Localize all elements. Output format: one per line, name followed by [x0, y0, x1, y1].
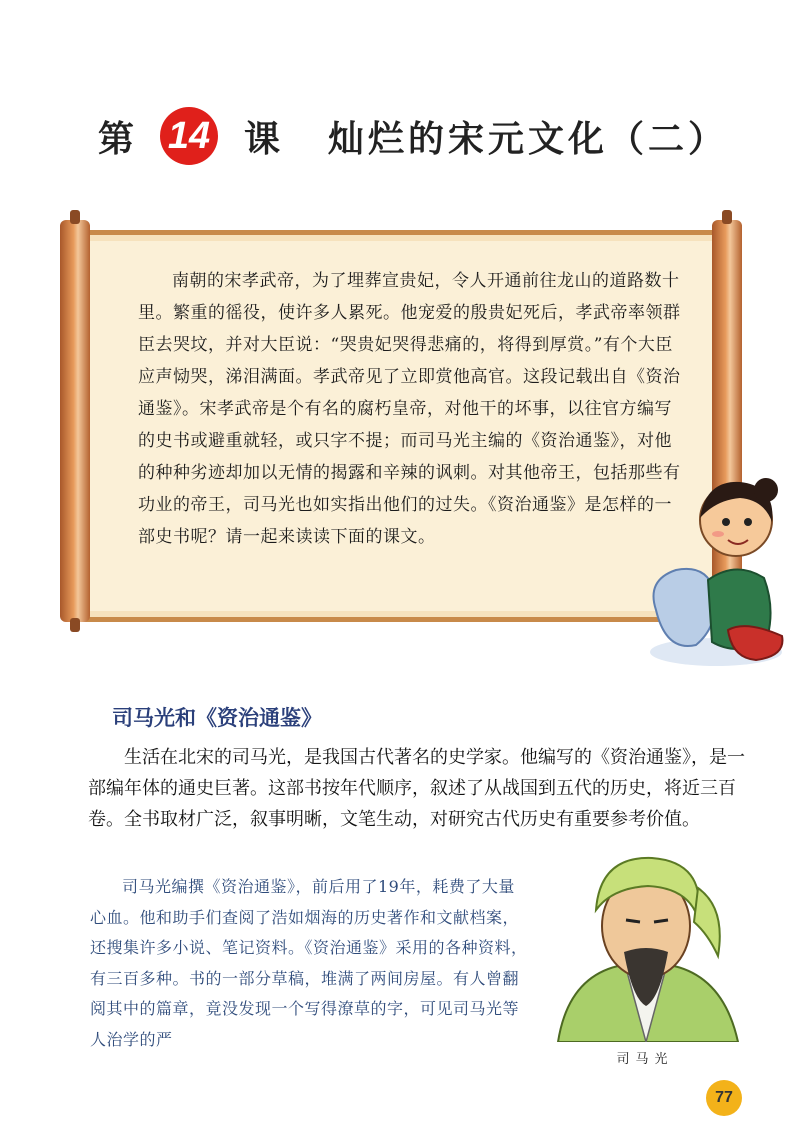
lesson-unit: 课 — [244, 118, 281, 160]
sima-guang-portrait — [548, 848, 744, 1042]
section-paragraph: 生活在北宋的司马光，是我国古代著名的史学家。他编写的《资治通鉴》，是一部编年体的通史巨著。这部书按年代顺序，叙述了从战国到五代的历史，将近三百卷。全书取材广泛，叙事明晰，文笔生动，对研究古代历史有重要参考价值。 — [88, 747, 745, 830]
section-title: 司马光和《资治通鉴》 — [112, 706, 322, 730]
lesson-number-badge: 14 — [160, 107, 218, 165]
lesson-title — [98, 104, 738, 168]
side-note-text: 司马光编撰《资治通鉴》，前后用了19年，耗费了大量心血。他和助手们查阅了浩如烟海的历史著作和文献档案，还搜集许多小说、笔记资料。《资治通鉴》采用的各种资料，有三百多种。书的一部分草稿，堆满了两间房屋。有人曾翻阅其中的篇章，竟没发现一个写得潦草的字，可见司马光等人治学的严 — [90, 877, 528, 1049]
scroll-left-roller — [60, 220, 90, 622]
girl-illustration — [636, 460, 796, 670]
portrait-caption: 司马光 — [616, 1052, 674, 1067]
lesson-prefix: 第 — [98, 118, 135, 160]
page-number-badge: 77 — [706, 1080, 742, 1116]
lesson-name: 灿烂的宋元文化（二） — [328, 118, 729, 160]
scroll-intro-text: 南朝的宋孝武帝，为了埋葬宣贵妃，令人开通前往龙山的道路数十里。繁重的徭役，使许多人累死。他宠爱的殷贵妃死后，孝武帝率领群臣去哭坟，并对大臣说：“哭贵妃哭得悲痛的，将得到厚赏。”有个大臣应声恸哭，涕泪满面。孝武帝见了立即赏他高官。这段记载出自《资治通鉴》。宋孝武帝是个有名的腐朽皇帝，对他干的坏事，以往官方编写的史书或避重就轻，或只字不提；而司马光主编的《资治通鉴》，对他的种种劣迹却加以无情的揭露和辛辣的讽刺。对其他帝王，包括那些有功业的帝王，司马光也如实指出他们的过失。《资治通鉴》是怎样的一部史书呢？请一起来读读下面的课文。 — [138, 271, 681, 547]
